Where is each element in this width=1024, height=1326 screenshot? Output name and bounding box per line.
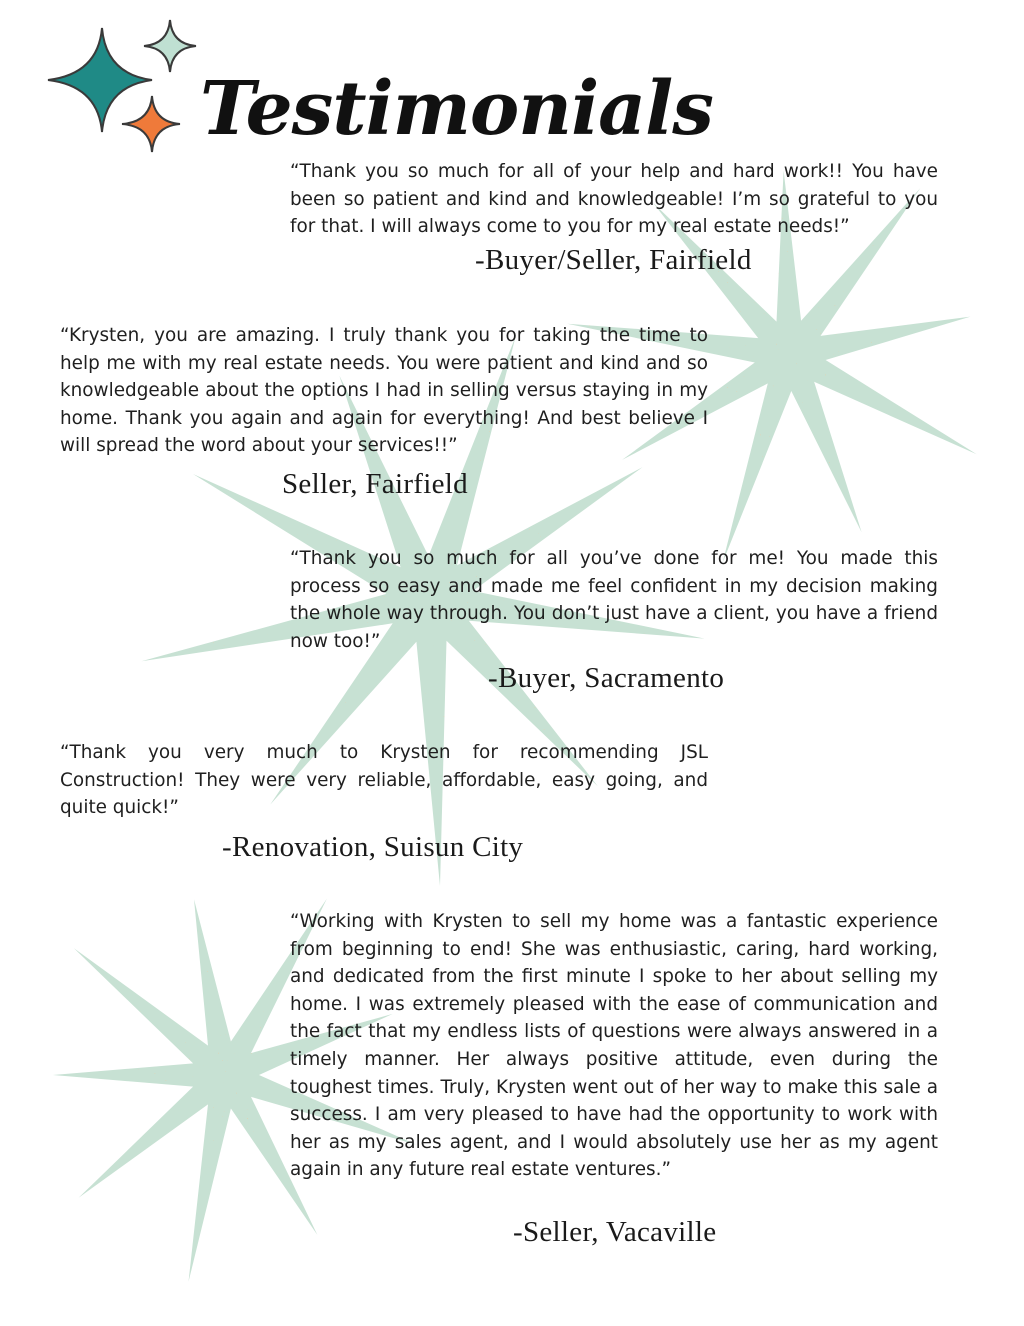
testimonial-quote-4: “Thank you very much to Krysten for recommending JSL Construction! They were very reliable, affordable, easy going, and quite quick!” bbox=[60, 742, 708, 819]
testimonial-author-3: -Buyer, Sacramento bbox=[488, 662, 725, 694]
teal-sparkle-icon bbox=[48, 28, 152, 132]
orange-sparkle-icon bbox=[122, 96, 180, 152]
testimonial-author-1: -Buyer/Seller, Fairfield bbox=[475, 244, 752, 276]
testimonial-author-4: -Renovation, Suisun City bbox=[222, 831, 524, 863]
sparkles-logo-icon bbox=[40, 14, 200, 164]
testimonial-author-2: Seller, Fairfield bbox=[282, 468, 468, 500]
testimonial-quote-3: “Thank you so much for all you’ve done for me! You made this process so easy and made me feel confident in my decision making the whole way through. You don’t just have a client, you have a friend now too!” bbox=[290, 548, 938, 652]
testimonial-quote-2: “Krysten, you are amazing. I truly thank you for taking the time to help me with my real estate needs. You were patient and kind and so knowledgeable about the options I had in selling versus staying in my home. Thank you again and again for everything! And best believe I will spread the word about your services!!” bbox=[60, 325, 708, 457]
mint-sparkle-icon bbox=[144, 20, 196, 72]
testimonial-quote-1: “Thank you so much for all of your help and hard work!! You have been so patient and kind and knowledgeable! I’m so grateful to you for that. I will always come to you for my real estate needs!” bbox=[290, 161, 938, 238]
testimonial-quote-5: “Working with Krysten to sell my home was a fantastic experience from beginning to end! She was enthusiastic, caring, hard working, and dedicated from the first minute I spoke to her about selling my home. I was extremely pleased with the ease of communication and the fact that my endless lists of questions were always answered in a timely manner. Her always positive attitude, even during the toughest times. Truly, Krysten went out of her way to make this sale a success. I am very pleased to have had the opportunity to work with her as my sales agent, and I would absolutely use her as my agent again in any future real estate ventures.” bbox=[290, 911, 938, 1181]
testimonial-author-5: -Seller, Vacaville bbox=[513, 1216, 717, 1248]
page-title: Testimonials bbox=[200, 65, 713, 152]
